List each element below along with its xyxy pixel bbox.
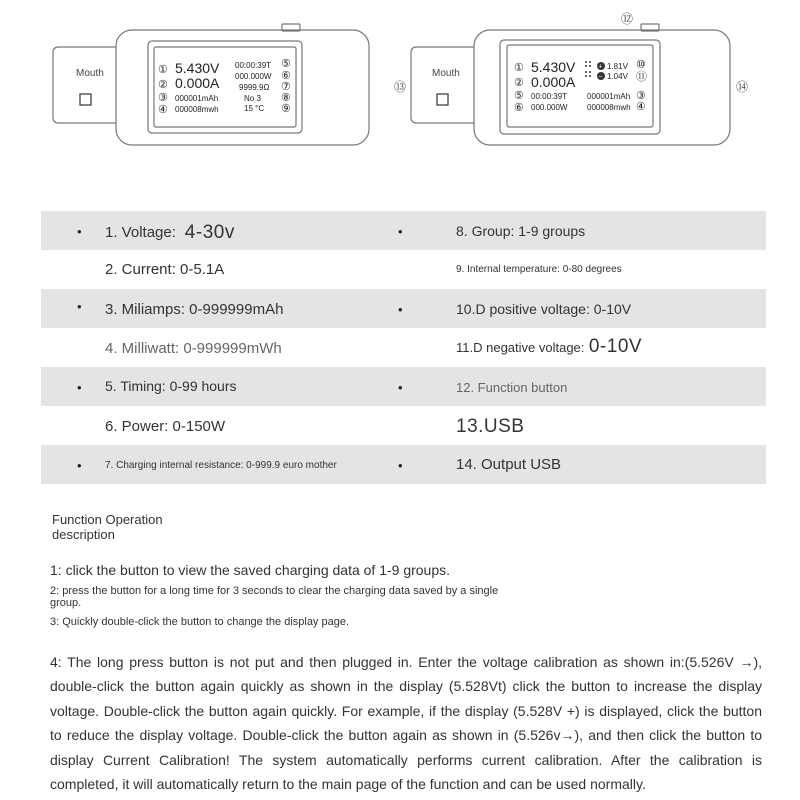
spec-dplus-voltage: 10.D positive voltage: 0-10V — [456, 301, 632, 317]
bullet-icon: • — [398, 224, 403, 239]
left-usb-plug — [53, 47, 123, 123]
right-power: 000.000W — [531, 103, 568, 112]
callout-6: ⑥ — [514, 102, 524, 114]
spec-function-button: 12. Function button — [456, 380, 568, 395]
right-mah: 000001mAh — [587, 92, 631, 101]
spec-internal-resistance: 7. Charging internal resistance: 0-999.9 euro mother — [105, 460, 337, 471]
spec-current: 2. Current: 0-5.1A — [105, 261, 225, 278]
callout-8: ⑧ — [281, 92, 291, 104]
spec-row — [41, 211, 766, 250]
spec-table — [41, 211, 766, 484]
spec-group: 8. Group: 1-9 groups — [456, 223, 586, 239]
callout-2: ② — [158, 79, 168, 91]
callout-11: ⑪ — [636, 71, 647, 83]
callout-6: ⑥ — [281, 70, 291, 82]
bullet-icon: • — [77, 224, 82, 239]
right-mwh: 000008mwh — [587, 103, 631, 112]
instruction-3: 3: Quickly double-click the button to change the display page. — [50, 616, 350, 628]
right-dplus-voltage: 1.81V — [607, 62, 628, 71]
callout-12: ⑫ — [621, 12, 634, 26]
callout-13: ⑬ — [394, 80, 407, 94]
callout-4: ④ — [158, 104, 168, 116]
bullet-icon: • — [77, 458, 82, 473]
left-power: 000.000W — [235, 72, 272, 81]
left-temperature: 15 °C — [244, 104, 265, 113]
dplus-symbol: + — [598, 63, 603, 71]
bullet-icon: • — [77, 299, 82, 314]
left-resistance: 9999.9Ω — [239, 83, 270, 92]
callout-10: ⑩ — [636, 59, 646, 71]
callout-1: ① — [158, 64, 168, 76]
dminus-symbol: − — [598, 73, 603, 81]
description-title: Function Operation description — [52, 512, 163, 542]
right-usb-port-square — [437, 94, 448, 105]
spec-row — [41, 406, 766, 445]
spec-power: 6. Power: 0-150W — [105, 418, 226, 435]
instruction-2: 2: press the button for a long time for 3 seconds to clear the charging data saved by a single group. — [50, 585, 499, 609]
spec-row — [41, 289, 766, 328]
spec-miliamps: 3. Miliamps: 0-999999mAh — [105, 301, 284, 318]
spec-row — [41, 250, 766, 289]
callout-4: ④ — [636, 101, 646, 113]
right-usb-plug — [411, 47, 481, 123]
left-group: No 3 — [244, 94, 261, 103]
right-port-label: Mouth — [432, 68, 460, 79]
callout-1: ① — [514, 62, 524, 74]
callout-2: ② — [514, 77, 524, 89]
right-dminus-voltage: 1.04V — [607, 72, 628, 81]
spec-row — [41, 367, 766, 406]
left-usb-port-square — [80, 94, 91, 105]
callout-3: ③ — [158, 92, 168, 104]
spec-voltage: 1. Voltage: 4-30v — [105, 222, 235, 243]
callout-5: ⑤ — [281, 58, 291, 70]
right-timer: 00:00:39T — [531, 92, 568, 101]
instruction-1: 1: click the button to view the saved charging data of 1-9 groups. — [50, 562, 451, 578]
right-voltage: 5.430V — [531, 59, 576, 75]
right-device-body — [474, 30, 730, 145]
spec-row — [41, 445, 766, 484]
device-diagrams — [0, 0, 800, 190]
spec-milliwatt: 4. Milliwatt: 0-999999mWh — [105, 340, 282, 357]
callout-9: ⑨ — [281, 103, 291, 115]
bullet-icon: • — [398, 302, 403, 317]
spec-row — [41, 328, 766, 367]
spec-usb: 13.USB — [456, 416, 525, 437]
spec-internal-temperature: 9. Internal temperature: 0-80 degrees — [456, 264, 622, 275]
callout-5: ⑤ — [514, 90, 524, 102]
callout-14: ⑭ — [736, 80, 749, 94]
callout-7: ⑦ — [281, 81, 291, 93]
bullet-icon: • — [398, 380, 403, 395]
left-mwh: 000008mwh — [175, 105, 219, 114]
left-current: 0.000A — [175, 75, 220, 91]
right-current: 0.000A — [531, 74, 576, 90]
spec-dminus-voltage: 11.D negative voltage: 0-10V — [456, 336, 643, 357]
left-voltage: 5.430V — [175, 60, 220, 76]
instruction-4: 4: The long press button is not put and then plugged in. Enter the voltage calibration as shown in:(5.526V →), double-click the button again quickly as shown in the display (5.528Vt) click the button to increase the display voltage. Double-click the button again quickly. For example, if the display (5.528V +) is displayed, click the button to reduce the display voltage. Double-click the button again as shown in (5.526v→), and then click the button to display Current Calibration! The system automatically performs current calibration. After the calibration is completed, it will automatically return to the main page of the function and can be used normally. — [50, 654, 762, 793]
bullet-icon: • — [77, 380, 82, 395]
left-timer: 00:00:39T — [235, 61, 272, 70]
left-port-label: Mouth — [76, 68, 104, 79]
callout-3: ③ — [636, 90, 646, 102]
spec-timing: 5. Timing: 0-99 hours — [105, 378, 237, 394]
bullet-icon: • — [398, 458, 403, 473]
spec-output-usb: 14. Output USB — [456, 456, 562, 473]
left-mah: 000001mAh — [175, 94, 219, 103]
